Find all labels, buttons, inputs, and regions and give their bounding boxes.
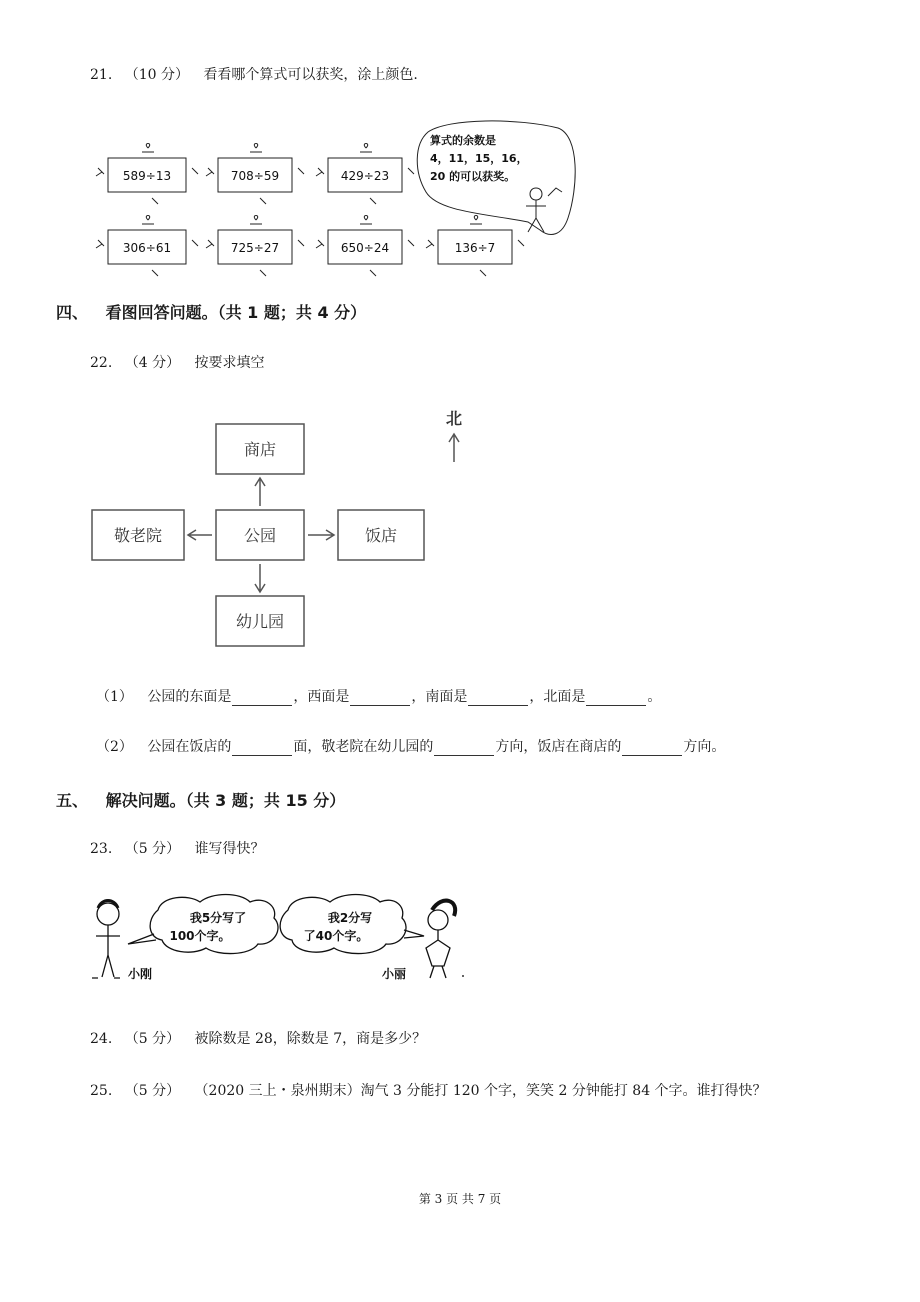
expression-card[interactable]: 429÷23 <box>340 169 390 183</box>
bubble-line: 算式的余数是 <box>430 134 496 147</box>
answer-blank[interactable] <box>434 741 494 756</box>
question-number: 23. <box>90 841 113 857</box>
map-restaurant: 饭店 <box>364 526 398 545</box>
expression-card[interactable]: 136÷7 <box>454 241 496 255</box>
sub-label: （2） <box>96 739 133 755</box>
character-name-right: 小丽 <box>381 967 407 981</box>
question-number: 24. <box>90 1031 113 1047</box>
writing-speed-figure <box>88 890 468 986</box>
expression-cards-figure <box>88 118 588 290</box>
question-22-part-1 <box>96 686 661 706</box>
bubble-line: 4，11，15，16， <box>430 152 528 165</box>
question-score: （5 分） <box>124 841 181 857</box>
question-score: （10 分） <box>124 67 189 83</box>
expression-card[interactable]: 306÷61 <box>122 241 172 255</box>
speech-line: 我2分写 <box>327 911 373 925</box>
map-shop: 商店 <box>243 440 277 459</box>
sub-text: 方向，饭店在商店的 <box>495 739 622 755</box>
answer-blank[interactable] <box>232 741 292 756</box>
north-label: 北 <box>445 409 463 428</box>
question-text: （2020 三上・泉州期末）淘气 3 分能打 120 个字，笑笑 2 分钟能打 84 个字。谁打得快？ <box>194 1083 767 1099</box>
answer-blank[interactable] <box>350 691 410 706</box>
sub-text: 。 <box>647 689 662 705</box>
answer-blank[interactable] <box>622 741 682 756</box>
question-25 <box>90 1080 767 1100</box>
section-number: 五、 <box>56 791 89 810</box>
map-kindergarten: 幼儿园 <box>235 612 285 631</box>
direction-map <box>88 400 478 652</box>
question-number: 25. <box>90 1083 113 1099</box>
question-text: 按要求填空 <box>194 355 265 371</box>
speech-line: 了40个字。 <box>303 929 369 943</box>
sub-text: ，西面是 <box>293 689 350 705</box>
sub-text: 公园的东面是 <box>147 689 232 705</box>
question-text: 看看哪个算式可以获奖，涂上颜色. <box>203 67 418 83</box>
question-score: （5 分） <box>124 1083 181 1099</box>
expression-card[interactable]: 725÷27 <box>230 241 280 255</box>
question-number: 22. <box>90 355 113 371</box>
speech-line: 我5分写了 <box>189 911 247 925</box>
speech-line: 100个字。 <box>169 929 231 943</box>
section-title: 解决问题。（共 3 题；共 15 分） <box>105 791 346 810</box>
section-heading-4 <box>56 300 366 323</box>
section-number: 四、 <box>56 303 89 322</box>
question-text: 被除数是 28，除数是 7，商是多少？ <box>194 1031 427 1047</box>
page-footer: 第 3 页 共 7 页 <box>418 1192 502 1206</box>
sub-text: ，南面是 <box>411 689 468 705</box>
section-title: 看图回答问题。（共 1 题；共 4 分） <box>105 303 367 322</box>
expression-card[interactable]: 650÷24 <box>340 241 390 255</box>
map-elder-home: 敬老院 <box>113 526 163 545</box>
sub-text: 方向。 <box>683 739 726 755</box>
question-score: （5 分） <box>124 1031 181 1047</box>
question-24 <box>90 1028 426 1048</box>
character-name-left: 小刚 <box>127 967 153 981</box>
sub-text: 面，敬老院在幼儿园的 <box>293 739 434 755</box>
sub-label: （1） <box>96 689 133 705</box>
map-park: 公园 <box>243 526 277 545</box>
question-23 <box>90 838 265 858</box>
sub-text: ，北面是 <box>529 689 586 705</box>
answer-blank[interactable] <box>232 691 292 706</box>
bubble-line: 20 的可以获奖。 <box>430 170 516 183</box>
sub-text: 公园在饭店的 <box>147 739 232 755</box>
expression-card[interactable]: 589÷13 <box>122 169 172 183</box>
question-21 <box>90 64 418 84</box>
expression-card[interactable]: 708÷59 <box>230 169 280 183</box>
question-score: （4 分） <box>124 355 181 371</box>
question-22-part-2 <box>96 736 725 756</box>
question-text: 谁写得快？ <box>194 841 265 857</box>
answer-blank[interactable] <box>586 691 646 706</box>
section-heading-5 <box>56 788 345 811</box>
question-22 <box>90 352 265 372</box>
question-number: 21. <box>90 67 113 83</box>
answer-blank[interactable] <box>468 691 528 706</box>
